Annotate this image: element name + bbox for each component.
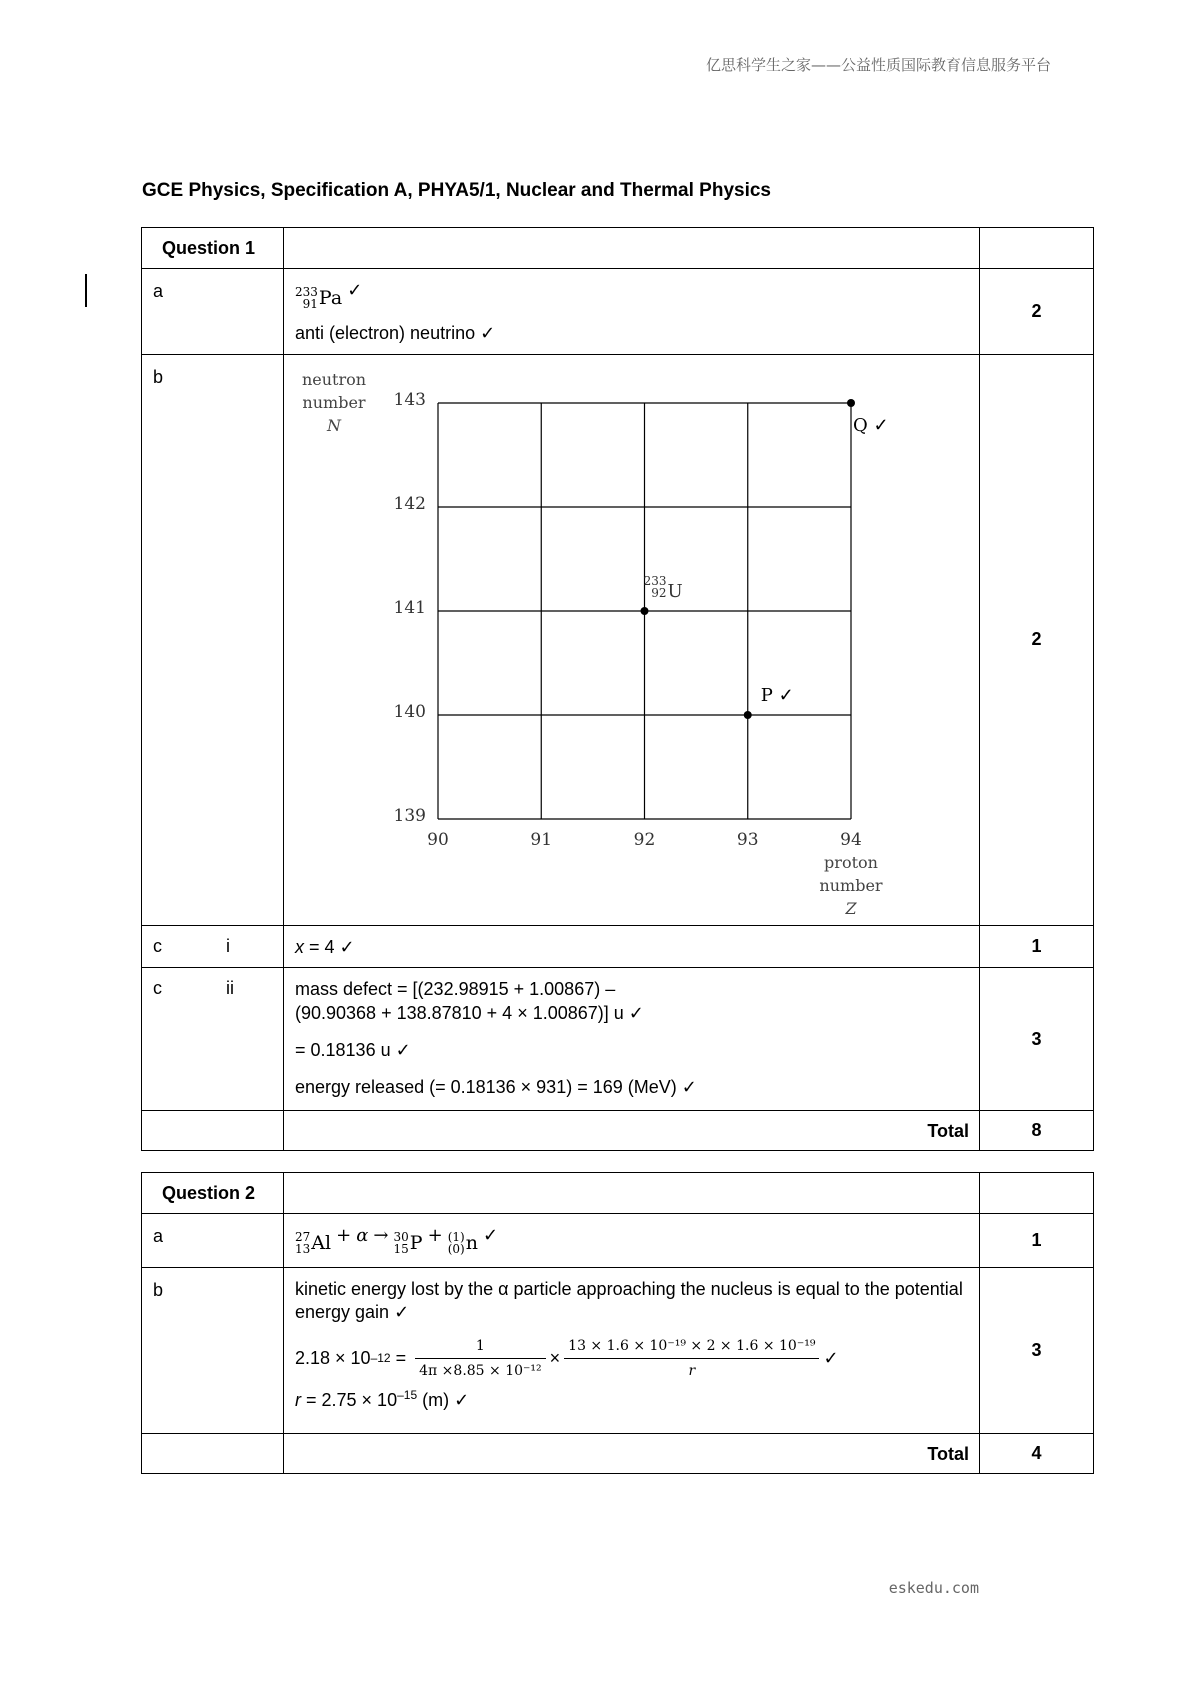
table-row xyxy=(142,968,1094,1111)
part-label: c i xyxy=(142,925,284,967)
q1a-line2: anti (electron) neutrino ✓ xyxy=(295,323,496,344)
x-axis-label: proton xyxy=(824,852,878,872)
part-label: b xyxy=(142,1268,284,1434)
table-row xyxy=(142,269,1094,355)
q1b-chart-cell xyxy=(284,354,980,925)
table-row xyxy=(142,1111,1094,1151)
point-label-symbol: U xyxy=(667,580,683,602)
point-label-mass: 233 xyxy=(643,573,667,588)
y-axis-label: N xyxy=(327,415,341,435)
table-row xyxy=(142,354,1094,925)
total-marks: 4 xyxy=(980,1434,1094,1474)
x-tick-label: 92 xyxy=(633,829,656,850)
marks: 1 xyxy=(980,1214,1094,1268)
neutron-proton-chart xyxy=(284,355,978,925)
header-site-name: 亿思科学生之家——公益性质国际教育信息服务平台 xyxy=(705,56,1051,74)
x-tick-label: 94 xyxy=(840,829,862,850)
part-label: a xyxy=(142,269,284,355)
y-tick-label: 143 xyxy=(393,389,426,410)
question-1-heading: Question 1 xyxy=(142,228,284,269)
x-tick-label: 91 xyxy=(530,829,553,850)
marks: 3 xyxy=(980,1268,1094,1434)
data-point xyxy=(744,711,752,719)
point-label: P ✓ xyxy=(760,684,794,706)
x-tick-label: 93 xyxy=(736,829,759,850)
y-tick-label: 139 xyxy=(393,805,426,826)
table-row xyxy=(142,1268,1094,1434)
y-axis-label: number xyxy=(302,392,366,412)
question-2-table xyxy=(141,1172,1094,1474)
table-row xyxy=(142,1173,1094,1214)
data-point xyxy=(847,399,855,407)
marks: 2 xyxy=(980,354,1094,925)
question-1-table xyxy=(141,227,1094,1151)
q1a-answer xyxy=(284,269,980,355)
question-2-heading: Question 2 xyxy=(142,1173,284,1214)
marks: 3 xyxy=(980,968,1094,1111)
document-title: GCE Physics, Specification A, PHYA5/1, Nuclear and Thermal Physics xyxy=(142,180,772,201)
total-label: Total xyxy=(284,1434,980,1474)
data-point xyxy=(641,607,649,615)
part-label: b xyxy=(142,354,284,925)
y-axis-label: neutron xyxy=(301,369,367,389)
y-tick-label: 142 xyxy=(393,493,426,514)
part-label: a xyxy=(142,1214,284,1268)
q1ci-answer: x = 4 ✓ xyxy=(284,925,980,967)
x-axis-label: Z xyxy=(845,898,857,918)
table-row xyxy=(142,925,1094,967)
total-marks: 8 xyxy=(980,1111,1094,1151)
total-label: Total xyxy=(284,1111,980,1151)
q2a-equation: 27 13 Al + α → 30 15 P + (1) (0) n ✓ xyxy=(284,1214,980,1268)
point-label-atomic: 92 xyxy=(651,585,667,600)
nuclide-pa: 233 91 Pa xyxy=(295,285,343,311)
part-label: c ii xyxy=(142,968,284,1111)
marks: 1 xyxy=(980,925,1094,967)
marks: 2 xyxy=(980,269,1094,355)
table-row xyxy=(142,1434,1094,1474)
table-row xyxy=(142,228,1094,269)
y-tick-label: 140 xyxy=(393,701,426,722)
check-mark: ✓ xyxy=(347,280,363,300)
point-label: Q ✓ xyxy=(853,414,889,436)
q1cii-answer: mass defect = [(232.98915 + 1.00867) – (90.90368 + 138.87810 + 4 × 1.00867)] u ✓ = 0.18136 u ✓ energy released (= 0.18136 × 931) = 169 (MeV) ✓ xyxy=(284,968,980,1111)
x-axis-label: number xyxy=(819,875,883,895)
q2b-answer: kinetic energy lost by the α particle approaching the nucleus is equal to the potential energy gain ✓ 2.18 × 10 –12 = $\frac{1}{\text{4π ×8.85 × 10⁻¹²}}$ × $\frac{\text{13 × 1.6 × 10⁻¹⁹ × 2 × 1.6 × 10⁻¹⁹}}{r}$ ✓ $r = 2.75 \times 10^{-15}$ (m) ✓ xyxy=(284,1268,980,1434)
y-tick-label: 141 xyxy=(393,597,426,618)
footer-url: eskedu.com xyxy=(888,1579,979,1597)
margin-change-bar xyxy=(85,274,87,307)
x-tick-label: 90 xyxy=(427,829,449,850)
table-row xyxy=(142,1214,1094,1268)
